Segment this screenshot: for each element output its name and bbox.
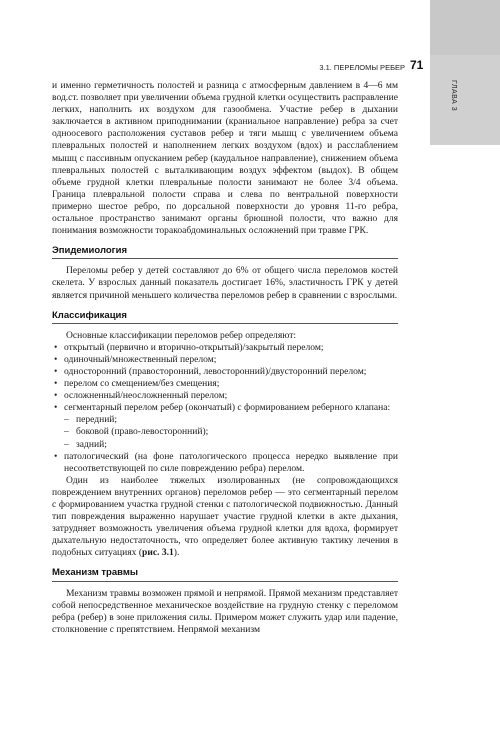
list-item: • патологический (на фоне патологического процесса нередко выявление при несоответствующей по силе повреждению ребра) перелом.: [52, 451, 398, 475]
chapter-label: ГЛАВА 3: [450, 80, 457, 112]
classification-list: [52, 342, 398, 475]
figure-reference[interactable]: рис. 3.1: [142, 547, 174, 559]
list-item: • одиночный/множественный перелом;: [52, 354, 398, 366]
classification-lead: Основные классификации переломов ребер определяют:: [66, 329, 297, 341]
sub-list-item: – передний;: [52, 414, 398, 426]
epidemiology-paragraph: Переломы ребер у детей составляют до 6% от общего числа переломов костей скелета. У взрослых данный показатель достигает 16%, эластичность ГРК у детей является причиной меньшего количества переломов ребер в сравнении с взрослыми.: [52, 265, 398, 301]
side-tab-chapter-band: [430, 55, 500, 145]
list-item: • перелом со смещением/без смещения;: [52, 378, 398, 390]
segmental-fracture-paragraph: [52, 475, 398, 560]
paragraph-text-end: ).: [173, 547, 180, 559]
sub-list-item: – боковой (право-левосторонний);: [52, 426, 398, 438]
list-item: • открытый (первично и вторично-открытый)/закрытый перелом;: [52, 342, 398, 354]
epidemiology-heading: Эпидемиология: [52, 245, 398, 259]
mechanism-paragraph: Механизм травмы возможен прямой и непрямой. Прямой механизм представляет собой непосредственное механическое воздействие на грудную стенку с переломом ребра (ребер) в зоне приложения силы. Примером может служить удар или падение, столкновение с препятствием. Непрямой механизм: [52, 587, 398, 635]
intro-paragraph: и именно герметичность полостей и разница с атмосферным давлением в 4—6 мм вод.ст. позволяет при увеличении объема грудной клетки осуществить расправление легких, наполнить их воздухом для газообмена. Участие ребер в дыхании заключается в активном приподнимании (краниальное направление) ребра за счет одноосевого расположения суставов ребер и тяги мышц с увеличением объема плевральных полостей и наполнением легких воздухом (вдох) и расслаблением мышц с пассивным опусканием ребер (каудальное направление), снижением объема плевральных полостей с выталкивающим воздух эффектом (выдох). В общем объеме грудной клетки плевральные полости занимают не более 3/4 объема. Граница плевральной полости справа и слева по вентральной поверхности примерно шестое ребро, по дорсальной поверхности до уровня 11-го ребра, остальное пространство занимают органы брюшной полости, что важно для понимания возможности торакоабдоминальных осложнений при травме ГРК.: [52, 80, 398, 237]
sub-list-item: – задний;: [52, 439, 398, 451]
list-item: • сегментарный перелом ребер (окончатый) с формированием реберного клапана:: [52, 402, 398, 414]
mechanism-heading: Механизм травмы: [52, 567, 398, 581]
page-number: 71: [410, 58, 424, 72]
side-tab-top-block: [430, 0, 500, 55]
classification-heading: Классификация: [52, 310, 398, 324]
list-item: • односторонний (правосторонний, левосторонний)/двусторонний перелом;: [52, 366, 398, 378]
paragraph-text: Один из наиболее тяжелых изолированных (не сопровождающихся повреждением внутренних органов) переломов ребер — это сегментарный перелом с формированием участка грудной стенки с патологической подвижностью. Данный тип повреждения выраженно нарушает участие грудной клетки в акте дыхания, затрудняет возможность увеличения объема грудной клетки для вдоха, формирует дыхательную недостаточность, что определяет более активную тактику лечения в подобных ситуациях (: [52, 474, 398, 559]
page-body: [52, 80, 398, 636]
list-item: • осложненный/неосложненный перелом;: [52, 390, 398, 402]
running-head: 3.1. ПЕРЕЛОМЫ РЕБЕР: [319, 63, 405, 72]
